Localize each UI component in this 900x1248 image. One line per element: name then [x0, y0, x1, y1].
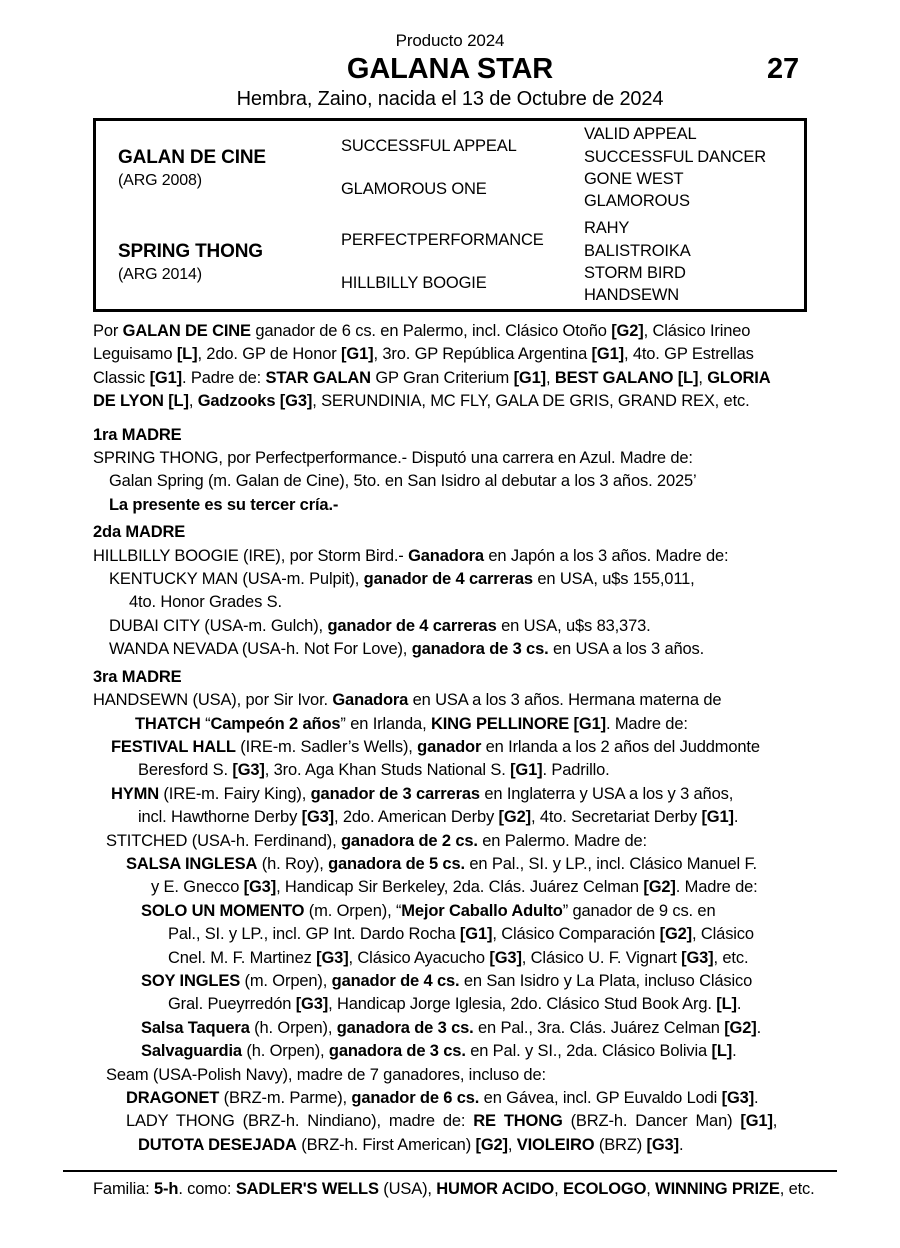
regular-text: Beresford S. — [138, 761, 233, 780]
section-heading-3ra-madre — [93, 666, 807, 689]
ggp-name: SUCCESSFUL DANCER — [584, 147, 767, 166]
regular-text: , — [772, 1112, 778, 1131]
bold-text: [L] — [176, 345, 198, 364]
bold-text: [G2] — [643, 878, 676, 897]
bold-text: [G2] — [659, 925, 693, 944]
dam-line — [93, 470, 807, 493]
regular-text: en San Isidro y La Plata, incluso Clásico — [459, 971, 753, 990]
dam-line — [93, 947, 807, 970]
regular-text: “ — [200, 714, 211, 733]
regular-text: , — [554, 1180, 563, 1199]
regular-text: (IRE-m. Fairy King), — [158, 784, 311, 803]
bold-text: [G1] — [591, 345, 624, 364]
regular-text: (BRZ) — [594, 1135, 647, 1154]
regular-text: en USA, u$s 155,011, — [532, 570, 695, 589]
bold-text: ganadora de 2 cs. — [340, 831, 478, 850]
dam-line — [93, 876, 807, 899]
bold-text: 3ra MADRE — [93, 667, 182, 686]
pedigree-greatgrandparents-cell — [584, 121, 804, 215]
dam-line — [93, 806, 807, 829]
bold-text: Campeón 2 años — [210, 714, 341, 733]
dam-line — [93, 689, 807, 712]
regular-text: en Pal., 3ra. Clás. Juárez Celman — [473, 1018, 725, 1037]
regular-text: (m. Orpen), “ — [304, 901, 402, 920]
regular-text: , — [545, 368, 555, 387]
dam-line — [93, 1040, 807, 1063]
regular-text: KENTUCKY MAN (USA-m. Pulpit), — [109, 570, 364, 589]
regular-text: en USA a los 3 años. Hermana materna de — [408, 691, 722, 710]
ggp-name: VALID APPEAL — [584, 125, 697, 144]
regular-text: , 3ro. Aga Khan Studs National S. — [264, 761, 511, 780]
dam-line — [93, 568, 807, 591]
regular-text: . Padrillo. — [542, 761, 610, 780]
regular-text: , Clásico U. F. Vignart — [521, 948, 682, 967]
bold-text: Gadzooks [G3] — [197, 392, 313, 411]
bold-text: [G3] — [232, 761, 265, 780]
bold-text: [G3] — [301, 808, 335, 827]
bold-text: Salsa Taquera — [141, 1018, 250, 1037]
regular-text: Por — [93, 322, 123, 340]
bold-text: [G3] — [243, 878, 277, 897]
regular-text: . — [756, 1018, 762, 1037]
regular-text: ” en Irlanda, — [340, 714, 431, 733]
bold-text: [L] — [716, 995, 737, 1014]
regular-text: (BRZ-m. Parme), — [219, 1089, 352, 1107]
granddam-name: GLAMOROUS ONE — [341, 180, 487, 198]
regular-text: en USA, u$s 83,373. — [496, 616, 651, 635]
bold-text: SOY INGLES — [141, 971, 241, 990]
regular-text: . — [733, 808, 739, 827]
regular-text: (h. Orpen), — [241, 1042, 329, 1061]
section-heading-1ra-madre — [93, 424, 807, 447]
bold-text: Ganadora — [332, 691, 409, 710]
pedigree-dam-cell — [96, 215, 341, 309]
sire-paragraph-line — [93, 390, 807, 413]
dam-line — [93, 736, 807, 759]
family-note — [93, 1178, 815, 1201]
ggp-name: STORM BIRD — [584, 264, 686, 282]
ggp-name: RAHY — [584, 219, 630, 238]
regular-text: incl. Hawthorne Derby — [138, 808, 302, 827]
regular-text: Gral. Pueyrredón — [168, 995, 296, 1014]
regular-text: (BRZ-h. First American) — [296, 1135, 476, 1154]
bold-text: HYMN — [111, 784, 159, 803]
bold-text: [G3] — [681, 948, 714, 967]
pedigree-table — [93, 118, 807, 312]
regular-text: HANDSEWN (USA), por Sir Ivor. — [93, 691, 333, 710]
bold-text: [G1] — [510, 761, 543, 780]
dam-name: SPRING THONG — [118, 240, 263, 262]
pedigree-sire-cell — [96, 121, 341, 215]
dam-line — [93, 900, 807, 923]
horse-description: Hembra, Zaino, nacida el 13 de Octubre de 2024 — [236, 88, 664, 110]
regular-text: Seam (USA-Polish Navy), madre de 7 ganadores, incluso de: — [106, 1065, 546, 1084]
ggp-name: GONE WEST — [584, 170, 684, 188]
dam-line — [93, 853, 807, 876]
regular-text: . — [732, 1042, 737, 1061]
dam-origin: (ARG 2014) — [118, 265, 202, 283]
regular-text: en USA a los 3 años. — [548, 640, 705, 659]
dam-line — [93, 545, 807, 568]
ggp-name: BALISTROIKA — [584, 241, 691, 260]
regular-text: (m. Orpen), — [240, 971, 332, 990]
bold-text: ganador de 4 cs. — [331, 971, 460, 990]
bold-text: ganador de 4 carreras — [327, 616, 497, 635]
regular-text: , SERUNDINIA, MC FLY, GALA DE GRIS, GRAND REX, etc. — [312, 392, 750, 411]
regular-text: en Irlanda a los 2 años del Juddmonte — [481, 737, 760, 756]
bold-text: [G3] — [646, 1135, 679, 1154]
sire-paragraph-line — [93, 343, 807, 366]
regular-text: LADY THONG (BRZ-h. Nindiano), madre de: — [126, 1112, 474, 1131]
regular-text: en Pal., SI. y LP., incl. Clásico Manuel F. — [464, 854, 757, 873]
bold-text: GALAN DE CINE — [122, 322, 251, 340]
bold-text: [G1] — [149, 368, 182, 387]
regular-text: , 2do. American Derby — [334, 808, 499, 827]
regular-text: , — [698, 368, 708, 387]
regular-text: ” ganador de 9 cs. en — [562, 901, 716, 920]
regular-text: . Padre de: — [181, 368, 266, 387]
regular-text: Cnel. M. F. Martinez — [168, 948, 317, 967]
bold-text: [G3] — [721, 1089, 755, 1107]
bold-text: [G1] — [740, 1112, 773, 1131]
regular-text: , 2do. GP de Honor — [197, 345, 342, 364]
pedigree-text-body — [93, 320, 807, 1157]
bold-text: ganador de 4 carreras — [363, 570, 533, 589]
pedigree-grandparents-cell — [341, 215, 584, 309]
ggp-name: GLAMOROUS — [584, 192, 690, 211]
regular-text: Classic — [93, 368, 150, 387]
bold-text: [G2] — [611, 322, 644, 340]
bold-text: [G1] — [459, 925, 493, 944]
regular-text: , 4to. GP Estrellas — [623, 345, 754, 364]
bold-text: HUMOR ACIDO — [436, 1180, 555, 1199]
dam-line — [93, 494, 807, 517]
regular-text: , Handicap Sir Berkeley, 2da. Clás. Juárez Celman — [276, 878, 644, 897]
bold-text: SOLO UN MOMENTO — [141, 901, 305, 920]
bold-text: GLORIA — [707, 368, 771, 387]
regular-text: Pal., SI. y LP., incl. GP Int. Dardo Rocha — [168, 925, 460, 944]
lot-number: 27 — [767, 53, 799, 85]
bold-text: ganadora de 3 cs. — [328, 1042, 466, 1061]
title-row — [93, 52, 807, 86]
regular-text: (IRE-m. Sadler’s Wells), — [235, 737, 418, 756]
pedigree-row-sire — [96, 121, 804, 215]
bold-text: [L] — [711, 1042, 733, 1061]
bold-text: ganadora de 5 cs. — [328, 854, 465, 873]
regular-text: en Gávea, incl. GP Euvaldo Lodi — [479, 1089, 722, 1107]
bold-text: La presente es su tercer cría.- — [109, 495, 339, 514]
pedigree-grandparents-cell — [341, 121, 584, 215]
ggp-name: HANDSEWN — [584, 286, 680, 305]
bold-text: SALSA INGLESA — [126, 854, 258, 873]
regular-text: en Inglaterra y USA a los y 3 años, — [479, 784, 734, 803]
regular-text: SPRING THONG, por Perfectperformance.- Disputó una carrera en Azul. Madre de: — [93, 449, 693, 468]
sire-name: GALAN DE CINE — [118, 146, 266, 168]
bold-text: 5-h — [154, 1180, 179, 1199]
pedigree-greatgrandparents-cell — [584, 215, 804, 309]
bold-text: [G1] — [341, 345, 374, 364]
bold-text: ganador de 3 carreras — [310, 784, 480, 803]
regular-text: en Palermo. Madre de: — [477, 831, 647, 850]
horse-name-title: GALANA STAR — [346, 53, 554, 85]
regular-text: , 3ro. GP República Argentina — [373, 345, 592, 364]
bold-text: WINNING PRIZE — [655, 1180, 780, 1199]
bold-text: BEST GALANO [L] — [554, 368, 699, 387]
dam-line — [93, 1087, 807, 1110]
bold-text: [G2] — [475, 1135, 508, 1154]
bold-text: [G2] — [498, 808, 531, 827]
bold-text: DRAGONET — [126, 1089, 220, 1107]
dam-line — [93, 1134, 807, 1157]
regular-text: , — [646, 1180, 656, 1199]
bold-text: 2da MADRE — [93, 523, 186, 542]
bold-text: RE THONG — [473, 1112, 563, 1131]
regular-text: Galan Spring (m. Galan de Cine), 5to. en San Isidro al debutar a los 3 años. 2025’ — [109, 472, 697, 491]
regular-text: Familia: — [93, 1180, 154, 1199]
pedigree-row-dam — [96, 215, 804, 309]
regular-text: STITCHED (USA-h. Ferdinand), — [106, 831, 341, 850]
regular-text: . Madre de: — [605, 714, 688, 733]
regular-text: , etc. — [779, 1180, 815, 1199]
regular-text: en Pal. y SI., 2da. Clásico Bolivia — [465, 1042, 712, 1061]
bold-text: [G3] — [316, 948, 349, 967]
regular-text: , 4to. Secretariat Derby — [530, 808, 702, 827]
dam-line — [93, 759, 807, 782]
bold-text: DE LYON [L] — [93, 392, 189, 411]
granddam-name: HILLBILLY BOOGIE — [341, 274, 487, 292]
grandsire-name: SUCCESSFUL APPEAL — [341, 137, 517, 155]
bold-text: 1ra MADRE — [93, 425, 182, 444]
dam-line — [93, 1064, 807, 1087]
bold-text: [G3] — [489, 948, 522, 967]
dam-line — [93, 713, 807, 736]
sire-origin: (ARG 2008) — [118, 171, 202, 189]
bold-text: DUTOTA DESEJADA — [138, 1135, 297, 1154]
regular-text: , — [188, 392, 198, 411]
dam-line — [93, 591, 807, 614]
bold-text: ganadora de 3 cs. — [336, 1018, 474, 1037]
bold-text: [G1] — [701, 808, 734, 827]
bold-text: [G3] — [295, 995, 329, 1014]
dam-line — [93, 638, 807, 661]
bold-text: THATCH — [135, 714, 201, 733]
section-heading-2da-madre — [93, 521, 807, 544]
regular-text: 4to. Honor Grades S. — [129, 593, 282, 612]
bold-text: SADLER'S WELLS — [235, 1180, 379, 1199]
regular-text: WANDA NEVADA (USA-h. Not For Love), — [109, 640, 412, 659]
footer-divider — [63, 1170, 837, 1172]
regular-text: , Clásico Ayacucho — [348, 948, 490, 967]
regular-text: (BRZ-h. Dancer Man) — [562, 1112, 741, 1131]
bold-text: ECOLOGO — [562, 1180, 647, 1199]
grandsire-name: PERFECTPERFORMANCE — [341, 231, 544, 249]
product-year-label: Producto 2024 — [395, 31, 505, 50]
regular-text: HILLBILLY BOOGIE (IRE), por Storm Bird.- — [93, 546, 409, 565]
regular-text: GP Gran Criterium — [370, 368, 514, 387]
bold-text: ganador — [417, 737, 482, 756]
bold-text: STAR GALAN — [265, 368, 371, 387]
sire-paragraph-line — [93, 367, 807, 390]
regular-text: Leguisamo — [93, 345, 177, 364]
dam-line — [93, 830, 807, 853]
regular-text: , — [507, 1135, 517, 1154]
bold-text: KING PELLINORE [G1] — [430, 714, 606, 733]
regular-text: DUBAI CITY (USA-m. Gulch), — [109, 616, 328, 635]
regular-text: , Clásico — [692, 925, 754, 944]
regular-text: en Japón a los 3 años. Madre de: — [483, 546, 729, 565]
sire-paragraph-line — [93, 320, 807, 343]
dam-line — [93, 783, 807, 806]
regular-text: , etc. — [713, 948, 749, 967]
regular-text: . — [678, 1135, 684, 1154]
regular-text: . como: — [178, 1180, 236, 1199]
bold-text: Ganadora — [408, 546, 484, 565]
regular-text: . — [736, 995, 742, 1014]
regular-text: (h. Orpen), — [249, 1018, 337, 1037]
bold-text: ganadora de 3 cs. — [411, 640, 549, 659]
dam-line — [93, 1110, 807, 1133]
bold-text: VIOLEIRO — [516, 1135, 595, 1154]
bold-text: FESTIVAL HALL — [111, 737, 236, 756]
dam-line — [93, 615, 807, 638]
bold-text: Salvaguardia — [141, 1042, 242, 1061]
bold-text: [G2] — [724, 1018, 757, 1037]
bold-text: ganador de 6 cs. — [351, 1089, 480, 1107]
regular-text: (USA), — [378, 1180, 437, 1199]
regular-text: y E. Gnecco — [151, 878, 244, 897]
regular-text: ganador de 6 cs. en Palermo, incl. Clásico Otoño — [250, 322, 612, 340]
dam-line — [93, 923, 807, 946]
regular-text: . Madre de: — [675, 878, 758, 897]
regular-text: , Clásico Irineo — [643, 322, 751, 340]
dam-line — [93, 993, 807, 1016]
regular-text: . — [754, 1089, 759, 1107]
regular-text: (h. Roy), — [257, 854, 329, 873]
regular-text: , Clásico Comparación — [492, 925, 660, 944]
regular-text: , Handicap Jorge Iglesia, 2do. Clásico Stud Book Arg. — [328, 995, 717, 1014]
dam-line — [93, 1017, 807, 1040]
dam-line — [93, 970, 807, 993]
bold-text: [G1] — [513, 368, 546, 387]
bold-text: Mejor Caballo Adulto — [401, 901, 563, 920]
dam-line — [93, 447, 807, 470]
